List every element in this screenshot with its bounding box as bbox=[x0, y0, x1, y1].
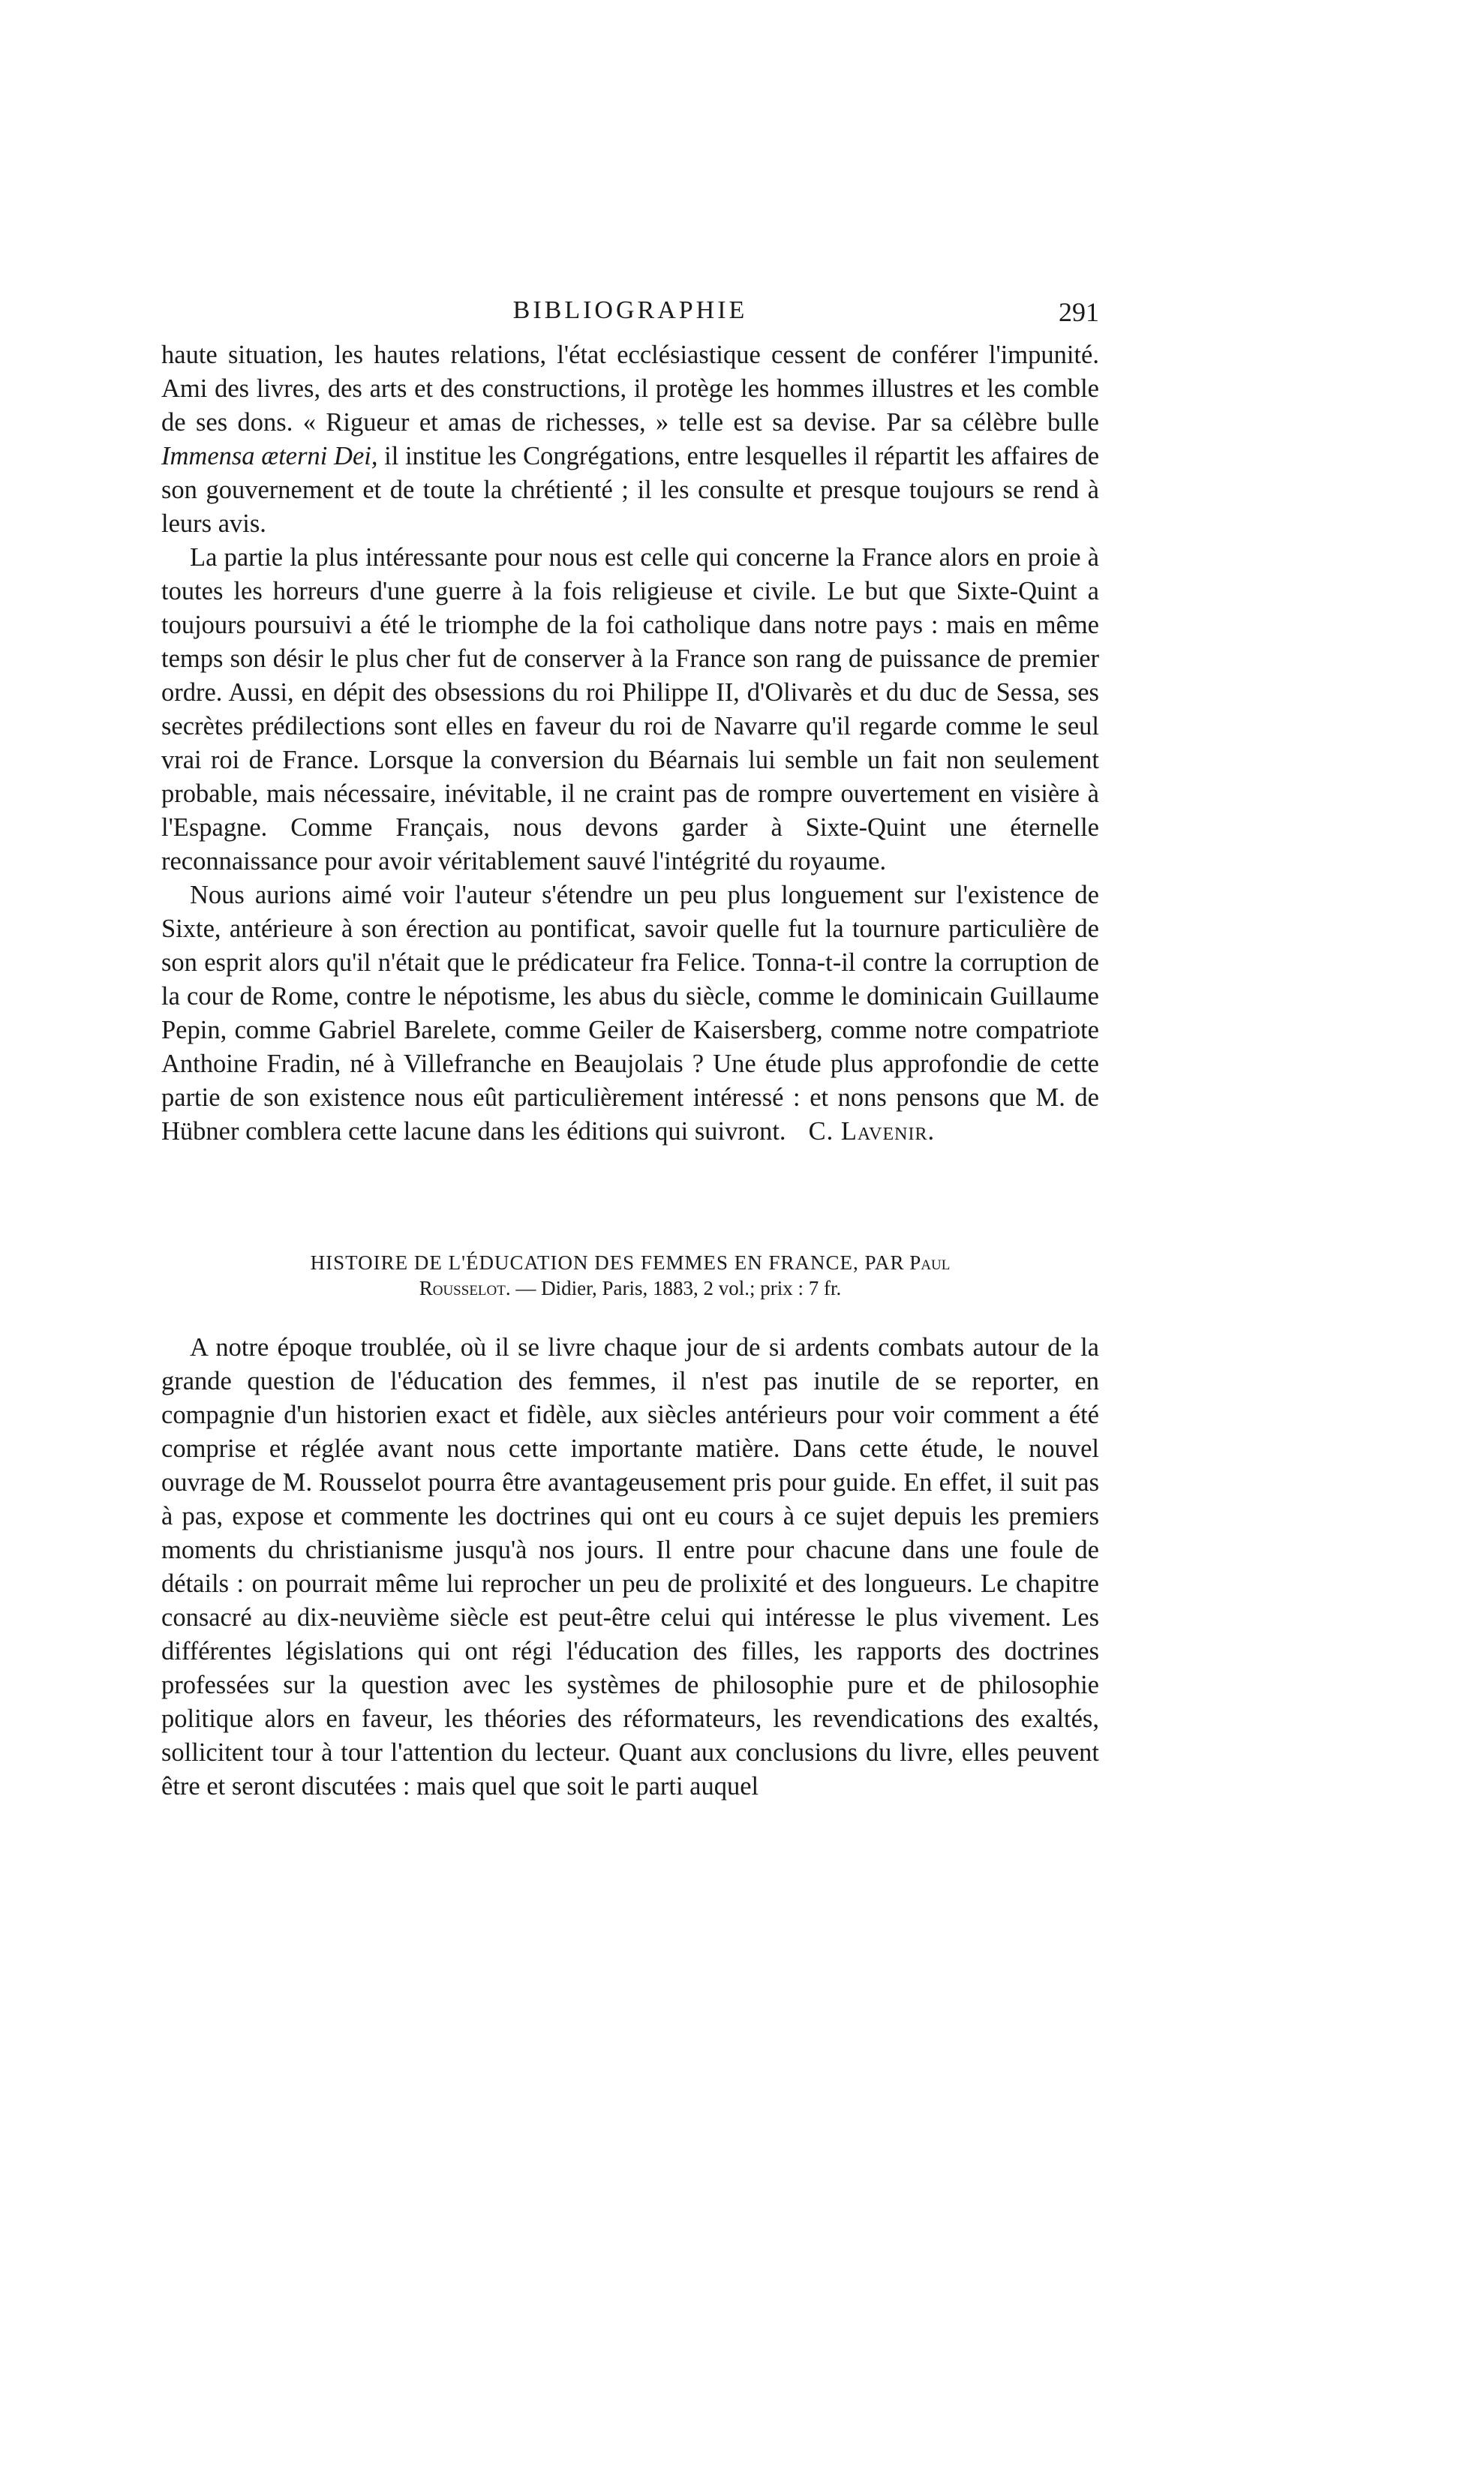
paragraph bbox=[161, 879, 1099, 1149]
paragraph-text: Nous aurions aimé voir l'auteur s'étendre un peu plus longuement sur l'existence de Sixte, antérieure à son érection au pontificat, savoir quelle fut la tournure particulière de son esprit alors qu'il n'était que le prédicateur fra Felice. Tonna-t-il contre la corruption de la cour de Rome, contre le népotisme, les abus du siècle, comme le dominicain Guillaume Pepin, comme Gabriel Barelete, comme Geiler de Kaisersberg, comme notre compatriote Anthoine Fradin, né à Villefranche en Beaujolais ? Une étude plus approfondie de cette partie de son existence nous eût particulièrement intéressé : et nons pensons que M. de Hübner comblera cette lacune dans les éditions qui suivront. bbox=[161, 881, 1099, 1146]
page-content bbox=[161, 296, 1099, 1804]
section-title: BIBLIOGRAPHIE bbox=[512, 296, 748, 324]
bull-title: Immensa æterni Dei, bbox=[161, 442, 378, 470]
publication-info: — Didier, Paris, 1883, 2 vol.; prix : 7 fr. bbox=[515, 1277, 842, 1299]
paragraph bbox=[161, 338, 1099, 541]
heading-line bbox=[161, 1250, 1099, 1275]
running-header bbox=[161, 296, 1099, 338]
paragraph: A notre époque troublée, où il se livre chaque jour de si ardents combats autour de la grande question de l'éducation des femmes, il n'est pas inutile de se reporter, en compagnie d'un historien exact et fidèle, aux siècles antérieurs pour voir comment a été comprise et réglée avant nous cette importante matière. Dans cette étude, le nouvel ouvrage de M. Rousselot pourra être avantageusement pris pour guide. En effet, il suit pas à pas, expose et commente les doctrines qui ont eu cours à ce sujet depuis les premiers moments du christianisme jusqu'à nos jours. Il entre pour chacune dans une foule de détails : on pourrait même lui reprocher un peu de prolixité et des longueurs. Le chapitre consacré au dix-neuvième siècle est peut-être celui qui intéresse le plus vivement. Les différentes législations qui ont régi l'éducation des filles, les rapports des doctrines professées sur la question avec les systèmes de philosophie pure et de philosophie politique alors en faveur, les théories des réformateurs, les revendications des exaltés, sollicitent tour à tour l'attention du lecteur. Quant aux conclusions du livre, elles peuvent être et seront discutées : mais quel que soit le parti auquel bbox=[161, 1333, 1099, 1801]
paragraph-text: il institue les Congrégations, entre lesquelles il répartit les affaires de son gouvernement et de toute la chrétienté ; il les consulte et presque toujours se rend à leurs avis. bbox=[161, 442, 1100, 538]
review-rousselot bbox=[161, 1331, 1099, 1804]
book-title: HISTOIRE DE L'ÉDUCATION DES FEMMES EN FRANCE, PAR bbox=[310, 1251, 905, 1274]
page-number: 291 bbox=[1059, 297, 1099, 327]
review-heading bbox=[161, 1250, 1099, 1301]
author-signature: C. Lavenir. bbox=[808, 1117, 936, 1146]
review-lavenir bbox=[161, 338, 1099, 1149]
author-first-name: Paul bbox=[909, 1251, 951, 1274]
heading-line bbox=[161, 1275, 1099, 1301]
paragraph-text: haute situation, les hautes relations, l'état ecclésiastique cessent de conférer l'impunité. Ami des livres, des arts et des constructions, il protège les hommes illustres et les comble de ses dons. « Rigueur et amas de richesses, » telle est sa devise. Par sa célèbre bulle bbox=[161, 341, 1099, 437]
author-last-name: Rousselot. bbox=[419, 1277, 511, 1299]
paragraph: La partie la plus intéressante pour nous est celle qui concerne la France alors en proie à toutes les horreurs d'une guerre à la fois religieuse et civile. Le but que Sixte-Quint a toujours poursuivi a été le triomphe de la foi catholique dans notre pays : mais en même temps son désir le plus cher fut de conserver à la France son rang de puissance de premier ordre. Aussi, en dépit des obsessions du roi Philippe II, d'Olivarès et du duc de Sessa, ses secrètes prédilections sont elles en faveur du roi de Navarre qu'il regarde comme le seul vrai roi de France. Lorsque la conversion du Béarnais lui semble un fait non seulement probable, mais nécessaire, inévitable, il ne craint pas de rompre ouvertement en visière à l'Espagne. Comme Français, nous devons garder à Sixte-Quint une éternelle reconnaissance pour avoir véritablement sauvé l'intégrité du royaume. bbox=[161, 543, 1099, 876]
section-divider bbox=[161, 1149, 1099, 1250]
